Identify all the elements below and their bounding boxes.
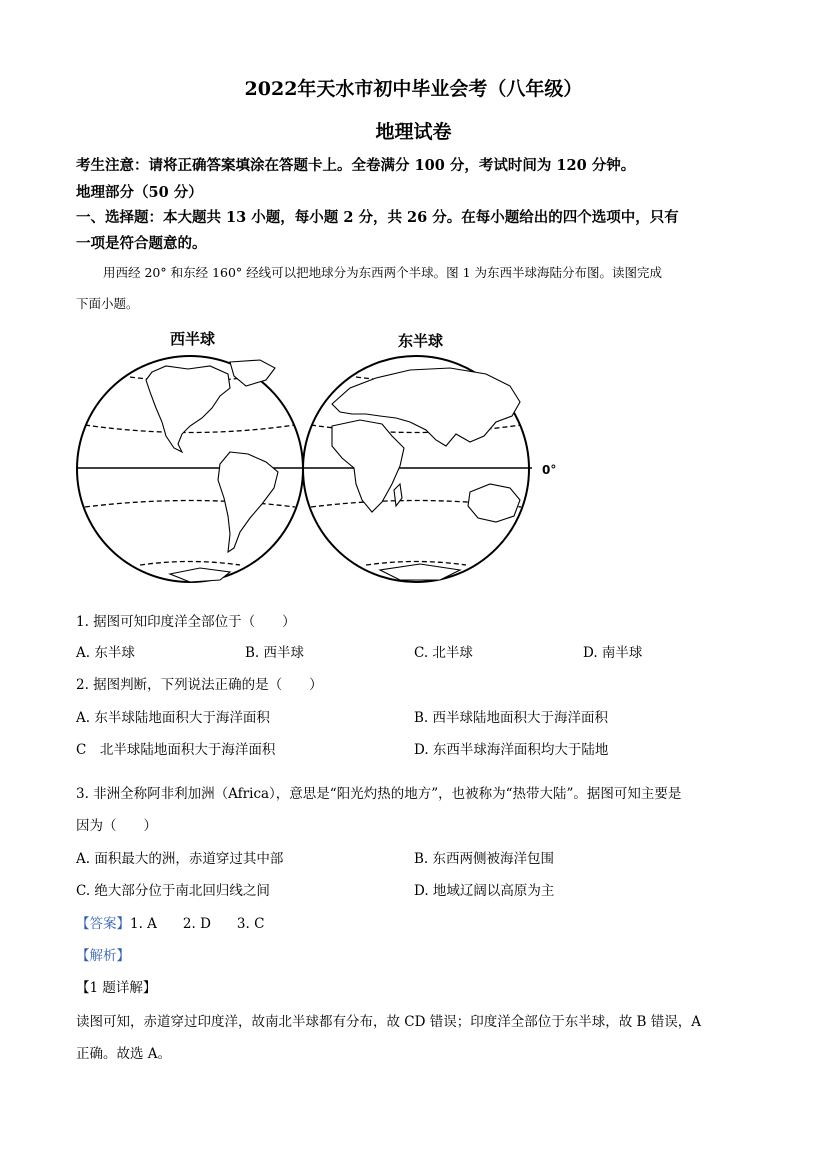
question-3-option-a: A. 面积最大的洲，赤道穿过其中部 — [76, 851, 284, 867]
question-3-stem: 3. 非洲全称阿非利加洲（Africa），意思是“阳光灼热的地方”，也被称为“热带大陆”。据图可知主要是 — [76, 786, 682, 802]
analysis-q1-label: 【1 题详解】 — [76, 980, 157, 996]
question-3-stem-cont: 因为（ ） — [76, 818, 157, 834]
question-2-option-b: B. 西半球陆地面积大于海洋面积 — [414, 710, 609, 726]
africa-shape — [332, 420, 404, 512]
answer-row — [76, 912, 264, 932]
question-1-stem: 1. 据图可知印度洋全部位于（ ） — [76, 614, 296, 630]
equator-label: 0° — [542, 463, 557, 477]
answer-2: 2. D — [182, 916, 211, 932]
greenland-shape — [230, 360, 275, 386]
question-1-option-b: B. 西半球 — [245, 645, 305, 661]
south-america-shape — [218, 452, 278, 552]
question-1-option-a: A. 东半球 — [76, 645, 135, 661]
section-1-heading: 一、选择题：本大题共 13 小题，每小题 2 分，共 26 分。在每小题给出的四个选项中，只有 — [76, 209, 679, 226]
analysis-label: 【解析】 — [76, 948, 130, 964]
question-1-option-c: C. 北半球 — [414, 645, 473, 661]
madagascar-shape — [394, 484, 402, 506]
answer-label: 【答案】 — [76, 916, 130, 932]
question-2-option-d: D. 东西半球海洋面积均大于陆地 — [414, 742, 609, 758]
question-2-option-c: C 北半球陆地面积大于海洋面积 — [76, 742, 276, 758]
exam-title: 2022年天水市初中毕业会考（八年级） — [244, 78, 583, 100]
question-3-option-d: D. 地域辽阔以高原为主 — [414, 883, 555, 899]
answer-3: 3. C — [236, 916, 265, 932]
section-1-heading-cont: 一项是符合题意的。 — [76, 235, 207, 252]
west-antarctica-shape — [170, 568, 230, 582]
analysis-q1-text-cont: 正确。故选 A。 — [76, 1046, 172, 1062]
map-intro-cont: 下面小题。 — [76, 296, 139, 311]
answer-1: 1. A — [130, 916, 157, 932]
question-2-stem: 2. 据图判断，下列说法正确的是（ ） — [76, 677, 323, 693]
question-1-option-d: D. 南半球 — [583, 645, 643, 661]
west-antarctic-circle — [140, 562, 240, 566]
question-2-option-a: A. 东半球陆地面积大于海洋面积 — [76, 710, 270, 726]
section-part-heading: 地理部分（50 分） — [76, 184, 203, 201]
east-hemisphere-label: 东半球 — [398, 332, 444, 350]
exam-subtitle: 地理试卷 — [375, 121, 452, 143]
question-3-option-c: C. 绝大部分位于南北回归线之间 — [76, 883, 270, 899]
north-america-shape — [146, 366, 230, 452]
hemisphere-map — [70, 322, 570, 597]
map-intro: 用西经 20° 和东经 160° 经线可以把地球分为东西两个半球。图 1 为东西半球海陆分布图。读图完成 — [103, 265, 663, 280]
exam-notice: 考生注意：请将正确答案填涂在答题卡上。全卷满分 100 分，考试时间为 120 分钟。 — [76, 157, 636, 174]
analysis-q1-text: 读图可知，赤道穿过印度洋，故南北半球都有分布，故 CD 错误；印度洋全部位于东半球，故 B 错误，A — [76, 1014, 701, 1030]
australia-shape — [468, 484, 520, 522]
west-hemisphere-label: 西半球 — [170, 330, 216, 348]
question-3-option-b: B. 东西两侧被海洋包围 — [414, 851, 555, 867]
